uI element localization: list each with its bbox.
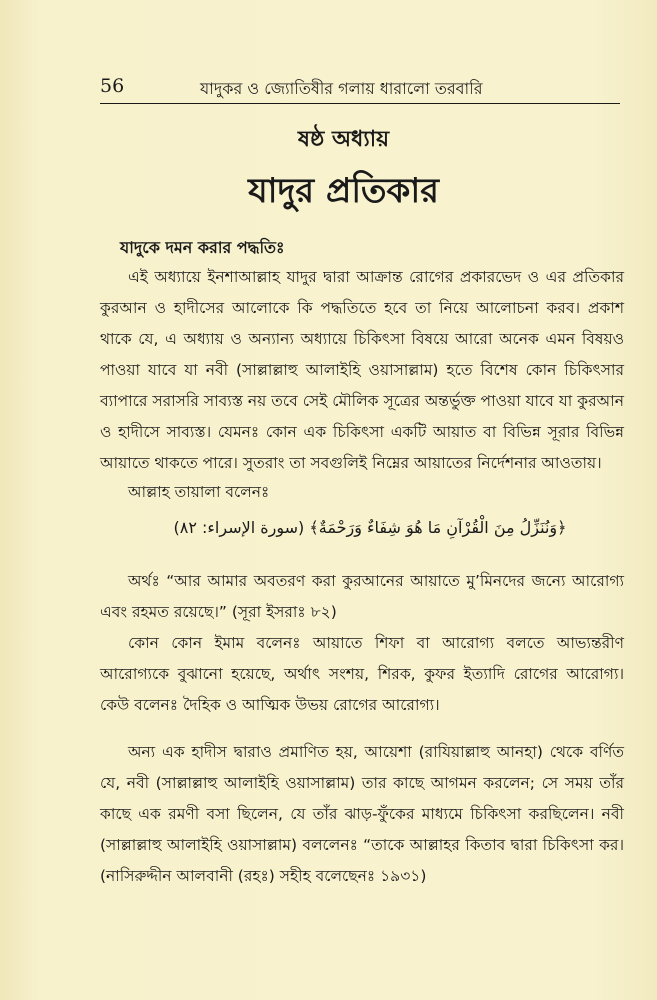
chapter-title: যাদুর প্রতিকার: [248, 171, 439, 211]
section-heading: যাদুকে দমন করার পদ্ধতিঃ: [120, 238, 285, 257]
paragraph-hadith: অন্য এক হাদীস দ্বারাও প্রমাণিত হয়, আয়েশা (রাযিয়াল্লাহু আনহা) থেকে বর্ণিত যে, নবী (সাল্লাল্লাহু আলাইহি ওয়াসাল্লাম) তার কাছে আগমন করলেন; সে সময় তাঁর কাছে এক রমণী বসা ছিলেন, যে তাঁর ঝাড়-ফুঁকের মাধ্যমে চিকিৎসা করছিলেন। নবী (সাল্লাল্লাহু আলাইহি ওয়াসাল্লাম) বললেনঃ “তাকে আল্লাহর কিতাব দ্বারা চিকিৎসা কর। (নাসিরুদ্দীন আলবানী (রহঃ) সহীহ বলেছেনঃ ১৯৩১): [100, 743, 624, 885]
paragraph-meaning: অর্থঃ “আর আমার অবতরণ করা কুরআনের আয়াতে মু’মিনদের জন্যে আরোগ্য এবং রহমত রয়েছে।” (সূরা ইসরাঃ ৮২): [100, 572, 624, 621]
paragraph-intro: এই অধ্যায়ে ইনশাআল্লাহ যাদুর দ্বারা আক্রান্ত রোগের প্রকারভেদ ও এর প্রতিকার কুরআন ও হাদীসের আলোকে কি পদ্ধতিতে হবে তা নিয়ে আলোচনা করব। প্রকাশ থাকে যে, এ অধ্যায় ও অন্যান্য অধ্যায়ে চিকিৎসা বিষয়ে আরো অনেক এমন বিষয়ও পাওয়া যাবে যা নবী (সাল্লাল্লাহু আলাইহি ওয়াসাল্লাম) হতে বিশেষ কোন চিকিৎসার ব্যাপারে সরাসরি সাব্যস্ত নয় তবে সেই মৌলিক সূত্রের অন্তর্ভুক্ত পাওয়া যাবে যা কুরআন ও হাদীসে সাব্যস্ত। যেমনঃ কোন এক চিকিৎসা একটি আয়াত বা বিভিন্ন সূরার বিভিন্ন আয়াতে থাকতে পারে। সুতরাং তা সবগুলিই নিম্নের আয়াতের নির্দেশনার আওতায়।: [100, 268, 624, 472]
running-header: [100, 73, 620, 105]
paragraph-imam-note: কোন কোন ইমাম বলেনঃ আয়াতে শিফা বা আরোগ্য বলতে আভ্যন্তরীণ আরোগ্যকে বুঝানো হয়েছে, অর্থাৎ সংশয়, শিরক, কুফর ইত্যাদি রোগের আরোগ্য। কেউ বলেনঃ দৈহিক ও আত্মিক উভয় রোগের আরোগ্য।: [100, 634, 624, 714]
chapter-label: ষষ্ঠ অধ্যায়: [297, 127, 390, 152]
page-number: 56: [100, 75, 125, 97]
header-rule: [100, 103, 620, 104]
running-title: যাদুকর ও জ্যোতিষীর গলায় ধারালো তরবারি: [200, 79, 483, 98]
quote-intro: আল্লাহ তায়ালা বলেনঃ: [128, 483, 270, 501]
arabic-verse: ﴿وَنُنَزِّلُ مِنَ الْقُرْآنِ مَا هُوَ شِفَاءٌ وَرَحْمَةٌ﴾ (سورة الإسراء: ٨٢): [173, 518, 567, 537]
